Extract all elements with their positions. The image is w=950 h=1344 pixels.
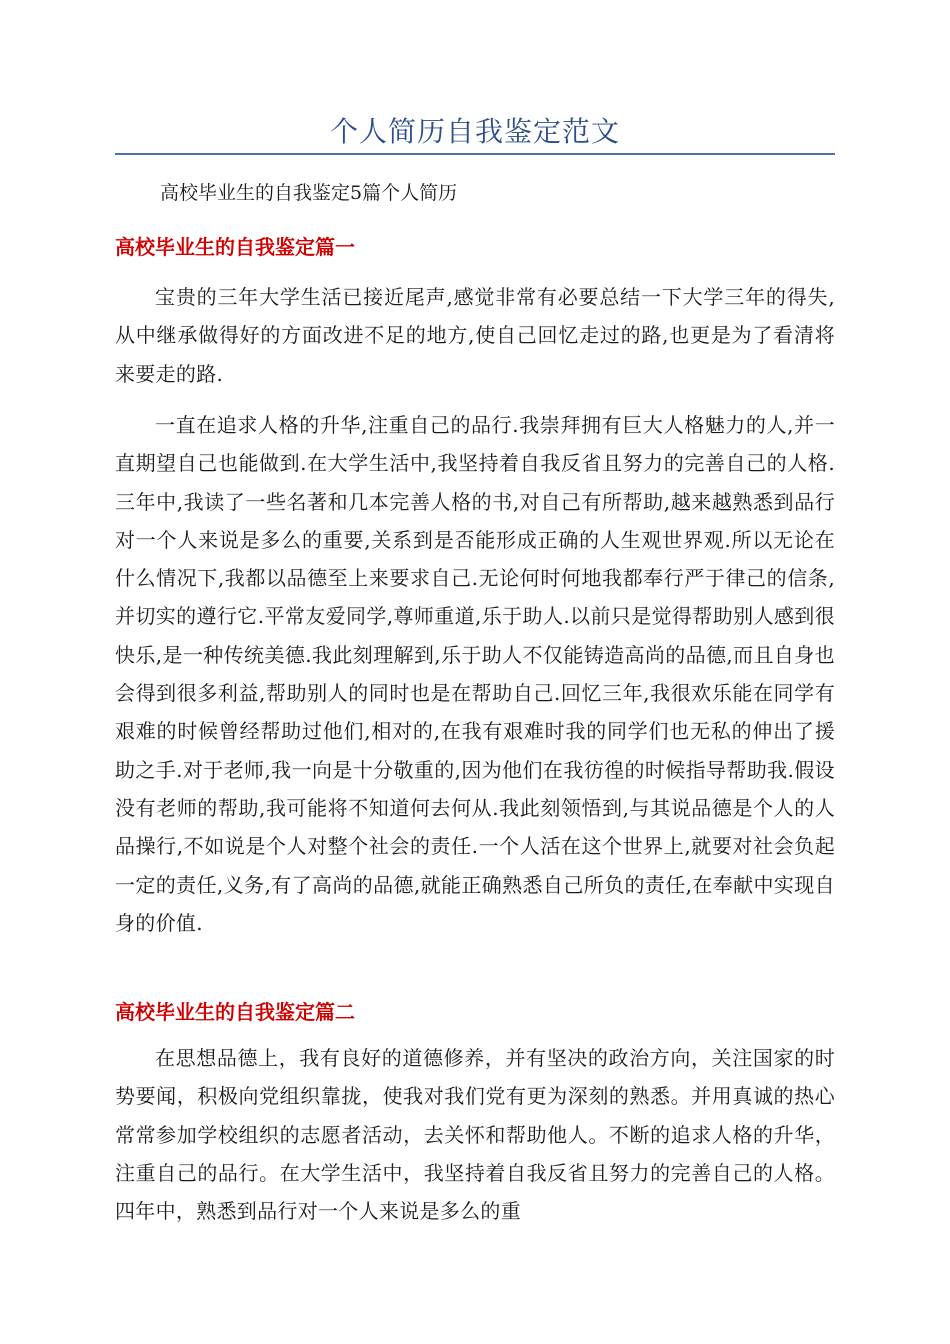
document-subtitle: 高校毕业生的自我鉴定5篇个人简历 <box>160 182 458 204</box>
section-1-paragraph-1: 宝贵的三年大学生活已接近尾声,感觉非常有必要总结一下大学三年的得失,从中继承做得好的方面改进不足的地方,使自己回忆走过的路,也更是为了看清将来要走的路. <box>115 285 835 386</box>
section-heading-1: 高校毕业生的自我鉴定篇一 <box>115 235 355 259</box>
section-heading-2: 高校毕业生的自我鉴定篇二 <box>115 1000 355 1024</box>
section-1-paragraph-2: 一直在追求人格的升华,注重自己的品行.我崇拜拥有巨大人格魅力的人,并一直期望自己也能做到.在大学生活中,我坚持着自我反省且努力的完善自己的人格.三年中,我读了一些名著和几本完善人格的书,对自己有所帮助,越来越熟悉到品行对一个人来说是多么的重要,关系到是否能形成正确的人生观世界观.所以无论在什么情况下,我都以品德至上来要求自己.无论何时何地我都奉行严于律己的信条,并切实的遵行它.平常友爱同学,尊师重道,乐于助人.以前只是觉得帮助别人感到很快乐,是一种传统美德.我此刻理解到,乐于助人不仅能铸造高尚的品德,而且自身也会得到很多利益,帮助别人的同时也是在帮助自己.回忆三年,我很欢乐能在同学有艰难的时候曾经帮助过他们,相对的,在我有艰难时我的同学们也无私的伸出了援助之手.对于老师,我一向是十分敬重的,因为他们在我彷徨的时候指导帮助我.假设没有老师的帮助,我可能将不知道何去何从.我此刻领悟到,与其说品德是个人的人品操行,不如说是个人对整个社会的责任.一个人活在这个世界上,就要对社会负起一定的责任,义务,有了高尚的品德,就能正确熟悉自己所负的责任,在奉献中实现自身的价值. <box>115 413 835 935</box>
section-2-paragraph-1: 在思想品德上，我有良好的道德修养，并有坚决的政治方向，关注国家的时势要闻，积极向党组织靠拢，使我对我们党有更为深刻的熟悉。并用真诚的热心常常参加学校组织的志愿者活动，去关怀和帮助他人。不断的追求人格的升华，注重自己的品行。在大学生活中，我坚持着自我反省且努力的完善自己的人格。四年中，熟悉到品行对一个人来说是多么的重 <box>115 1046 835 1224</box>
title-underline <box>115 153 835 155</box>
document-title: 个人简历自我鉴定范文 <box>329 115 620 148</box>
